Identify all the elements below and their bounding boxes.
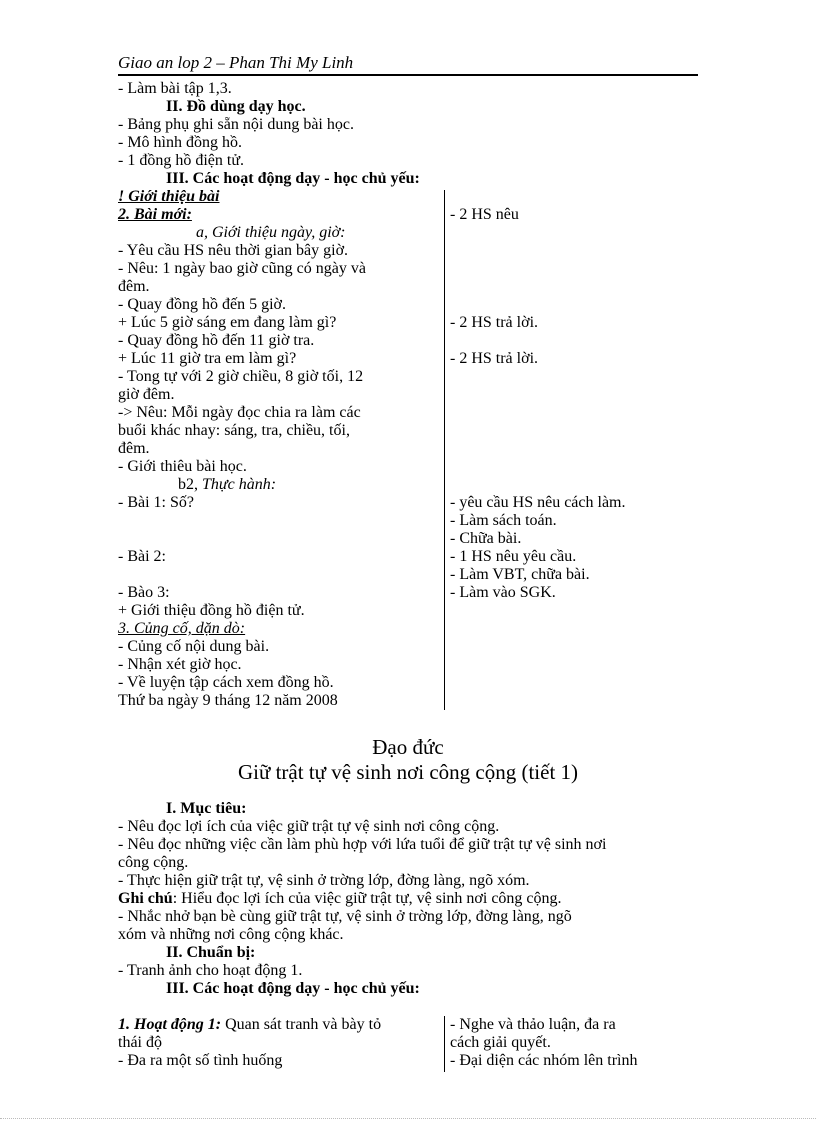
text-line: - Tong tự với 2 giờ chiều, 8 giờ tối, 12	[118, 368, 364, 385]
note-label: Ghi chú	[118, 890, 173, 907]
exercise-label: - Bào 3:	[118, 584, 170, 601]
text-line: + Lúc 11 giờ tra em làm gì?	[118, 350, 297, 367]
activity-label: 1. Hoạt động 1:	[118, 1016, 222, 1033]
note-text: : Hiểu đọc lợi ích của việc giữ trật tự, vệ sinh nơi công cộng.	[172, 890, 562, 907]
date-line: Thứ ba ngày 9 tháng 12 năm 2008	[118, 692, 338, 709]
text-line: -> Nêu: Mỗi ngày đọc chia ra làm các	[118, 404, 361, 421]
student-activity: - yêu cầu HS nêu cách làm.	[450, 494, 626, 511]
text-line: - Giới thiêu bài học.	[118, 458, 247, 475]
text-line: - Nhắc nhở bạn bè cùng giữ trật tự, vệ sinh ở trờng lớp, đờng làng, ngõ	[118, 908, 572, 925]
student-activity: - Đại diện các nhóm lên trình	[450, 1052, 638, 1069]
section-heading: I. Mục tiêu:	[166, 800, 247, 817]
subheading-number: b2,	[178, 476, 198, 493]
text-line: giờ đêm.	[118, 386, 175, 403]
text-line: - Quay đồng hồ đến 5 giờ.	[118, 296, 286, 313]
student-activity: - Làm vào SGK.	[450, 584, 556, 601]
page-header: Giao an lop 2 – Phan Thi My Linh	[118, 53, 354, 72]
text-line: - Nêu đọc lợi ích của việc giữ trật tự vệ sinh nơi công cộng.	[118, 818, 500, 835]
text-line: - Thực hiện giữ trật tự, vệ sinh ở trờng lớp, đờng làng, ngõ xóm.	[118, 872, 530, 889]
subheading: 3. Củng cố, dặn dò:	[118, 620, 246, 637]
text-line: - Đa ra một số tình huống	[118, 1052, 283, 1069]
exercise-label: - Bài 1: Số?	[118, 494, 194, 511]
text-line: - Tranh ảnh cho hoạt động 1.	[118, 962, 303, 979]
subheading: 2. Bài mới:	[118, 206, 192, 223]
column-divider	[444, 190, 445, 710]
text-line: - Yêu cầu HS nêu thời gian bây giờ.	[118, 242, 349, 259]
subheading-label: Thực hành:	[198, 476, 277, 493]
text-line: - Bảng phụ ghi sẵn nội dung bài học.	[118, 116, 354, 133]
text-line: - 1 đồng hồ điện tử.	[118, 152, 244, 169]
text-line: đêm.	[118, 440, 150, 457]
text-line: - Nêu đọc những việc cần làm phù hợp với lứa tuổi để giữ trật tự vệ sinh nơi	[118, 836, 607, 853]
lesson-title: Giữ trật tự vệ sinh nơi công cộng (tiết 1)	[237, 760, 579, 784]
student-activity: - 2 HS trả lời.	[450, 314, 539, 331]
text-line: - Mô hình đồng hồ.	[118, 134, 242, 151]
text-line: - Làm bài tập 1,3.	[118, 80, 232, 97]
text-line: - Củng cố nội dung bài.	[118, 638, 270, 655]
text-line: - Nhận xét giờ học.	[118, 656, 242, 673]
text-line: công cộng.	[118, 854, 189, 871]
student-activity: - 1 HS nêu yêu cầu.	[450, 548, 577, 565]
activity-line	[118, 1016, 381, 1034]
text-line: - Quay đồng hồ đến 11 giờ tra.	[118, 332, 315, 349]
text-line: thái độ	[118, 1034, 162, 1051]
text-line: + Lúc 5 giờ sáng em đang làm gì?	[118, 314, 337, 331]
note-line	[118, 890, 562, 908]
activity-text: Quan sát tranh và bày tỏ	[221, 1016, 382, 1033]
student-activity: - Làm VBT, chữa bài.	[450, 566, 590, 583]
subheading	[178, 476, 276, 494]
header-rule	[118, 74, 698, 76]
text-line: - Nêu: 1 ngày bao giờ cũng có ngày và	[118, 260, 366, 277]
subheading: ! Giới thiệu bài	[118, 188, 220, 205]
section-heading: II. Đồ dùng dạy học.	[166, 98, 306, 115]
section-heading: III. Các hoạt động dạy - học chủ yếu:	[166, 170, 420, 187]
student-activity: - Nghe và thảo luận, đa ra	[450, 1016, 616, 1033]
student-activity: - 2 HS trả lời.	[450, 350, 539, 367]
student-activity: - Làm sách toán.	[450, 512, 557, 529]
column-divider	[444, 1016, 445, 1072]
student-activity: cách giải quyết.	[450, 1034, 551, 1051]
text-line: - Về luyện tập cách xem đồng hồ.	[118, 674, 334, 691]
student-activity: - Chữa bài.	[450, 530, 522, 547]
subheading: a, Giới thiệu ngày, giờ:	[196, 224, 346, 241]
text-line: buổi khác nhay: sáng, tra, chiều, tối,	[118, 422, 350, 439]
student-activity: - 2 HS nêu	[450, 206, 519, 223]
subject-title: Đạo đức	[372, 735, 444, 759]
page-footer-rule	[0, 1118, 816, 1119]
section-heading: II. Chuẩn bị:	[166, 944, 256, 961]
text-line: đêm.	[118, 278, 150, 295]
text-line: + Giới thiệu đồng hồ điện tử.	[118, 602, 305, 619]
text-line: xóm và những nơi công cộng khác.	[118, 926, 344, 943]
section-heading: III. Các hoạt động dạy - học chủ yếu:	[166, 980, 420, 997]
exercise-label: - Bài 2:	[118, 548, 166, 565]
